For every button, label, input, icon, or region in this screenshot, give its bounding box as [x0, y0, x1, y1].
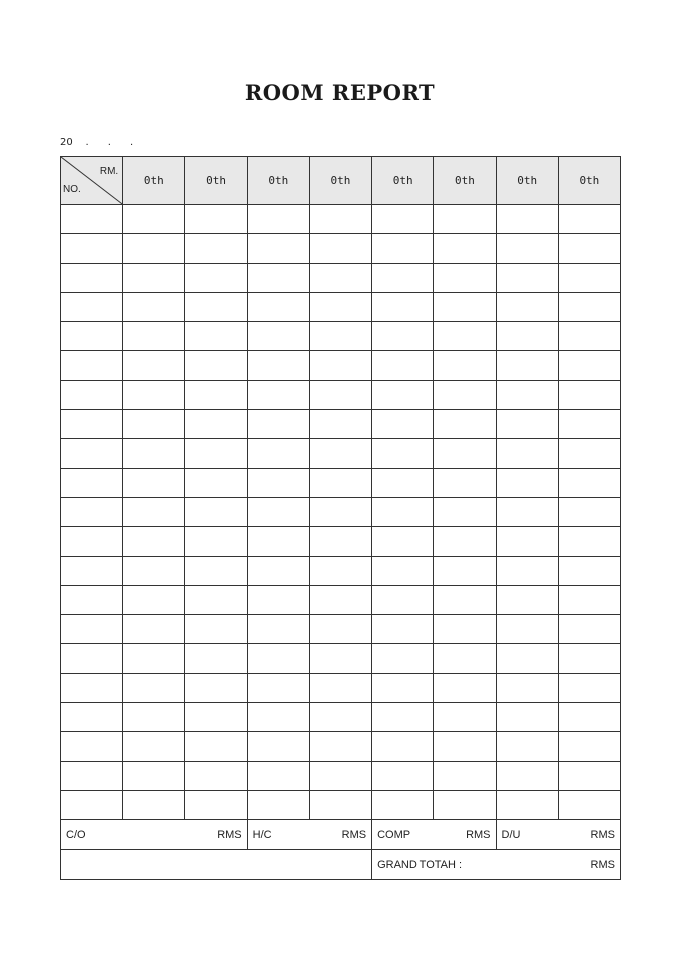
entry-cell[interactable]: [434, 351, 496, 380]
entry-cell[interactable]: [185, 292, 247, 321]
entry-cell[interactable]: [372, 556, 434, 585]
entry-cell[interactable]: [496, 380, 558, 409]
entry-cell[interactable]: [123, 380, 185, 409]
entry-cell[interactable]: [558, 380, 620, 409]
entry-cell[interactable]: [558, 292, 620, 321]
entry-cell[interactable]: [247, 322, 309, 351]
entry-cell[interactable]: [185, 263, 247, 292]
entry-cell[interactable]: [123, 556, 185, 585]
du-unit: RMS: [590, 828, 615, 841]
hc-summary-cell[interactable]: [247, 820, 371, 850]
entry-cell[interactable]: [309, 380, 371, 409]
room-number-cell[interactable]: [61, 263, 123, 292]
table-row: [61, 732, 621, 761]
entry-cell[interactable]: [372, 322, 434, 351]
entry-cell[interactable]: [434, 615, 496, 644]
grand-total-label: GRAND TOTAH :: [377, 858, 463, 871]
column-header: 0th: [185, 157, 247, 205]
entry-cell[interactable]: [309, 615, 371, 644]
entry-cell[interactable]: [434, 234, 496, 263]
entry-cell[interactable]: [309, 292, 371, 321]
entry-cell[interactable]: [372, 263, 434, 292]
entry-cell[interactable]: [309, 527, 371, 556]
column-header: 0th: [434, 157, 496, 205]
summary-row: [61, 820, 621, 850]
entry-cell[interactable]: [434, 497, 496, 526]
entry-cell[interactable]: [558, 439, 620, 468]
entry-cell[interactable]: [558, 615, 620, 644]
entry-cell[interactable]: [123, 292, 185, 321]
entry-cell[interactable]: [247, 292, 309, 321]
header-row: [61, 157, 621, 205]
entry-cell[interactable]: [496, 468, 558, 497]
entry-cell[interactable]: [434, 732, 496, 761]
entry-cell[interactable]: [434, 556, 496, 585]
entry-cell[interactable]: [558, 556, 620, 585]
entry-cell[interactable]: [309, 322, 371, 351]
entry-cell[interactable]: [434, 703, 496, 732]
entry-cell[interactable]: [123, 644, 185, 673]
entry-cell[interactable]: [123, 205, 185, 234]
entry-cell[interactable]: [247, 761, 309, 790]
entry-cell[interactable]: [558, 790, 620, 819]
entry-cell[interactable]: [434, 410, 496, 439]
entry-cell[interactable]: [247, 556, 309, 585]
entry-cell[interactable]: [372, 410, 434, 439]
entry-cell[interactable]: [558, 468, 620, 497]
table-row: [61, 556, 621, 585]
table-row: [61, 644, 621, 673]
entry-cell[interactable]: [309, 351, 371, 380]
entry-cell[interactable]: [123, 410, 185, 439]
entry-cell[interactable]: [309, 234, 371, 263]
entry-cell[interactable]: [185, 205, 247, 234]
column-header: 0th: [496, 157, 558, 205]
entry-cell[interactable]: [185, 468, 247, 497]
entry-cell[interactable]: [558, 703, 620, 732]
entry-cell[interactable]: [185, 351, 247, 380]
entry-cell[interactable]: [247, 644, 309, 673]
entry-cell[interactable]: [123, 703, 185, 732]
column-header: 0th: [123, 157, 185, 205]
entry-cell[interactable]: [309, 644, 371, 673]
entry-cell[interactable]: [247, 439, 309, 468]
entry-cell[interactable]: [496, 585, 558, 614]
entry-cell[interactable]: [247, 703, 309, 732]
entry-cell[interactable]: [496, 556, 558, 585]
entry-cell[interactable]: [185, 410, 247, 439]
entry-cell[interactable]: [185, 527, 247, 556]
entry-cell[interactable]: [309, 468, 371, 497]
entry-cell[interactable]: [185, 761, 247, 790]
entry-cell[interactable]: [372, 497, 434, 526]
date-line: 20 . . .: [60, 137, 134, 148]
entry-cell[interactable]: [434, 292, 496, 321]
entry-cell[interactable]: [123, 497, 185, 526]
comp-summary-cell[interactable]: [372, 820, 496, 850]
entry-cell[interactable]: [496, 790, 558, 819]
room-number-cell[interactable]: [61, 615, 123, 644]
co-label: C/O: [66, 828, 86, 841]
entry-cell[interactable]: [434, 380, 496, 409]
entry-cell[interactable]: [185, 644, 247, 673]
table-row: [61, 615, 621, 644]
room-number-cell[interactable]: [61, 527, 123, 556]
entry-cell[interactable]: [247, 732, 309, 761]
entry-cell[interactable]: [247, 410, 309, 439]
hc-label: H/C: [252, 828, 272, 841]
entry-cell[interactable]: [558, 322, 620, 351]
entry-cell[interactable]: [247, 673, 309, 702]
table-row: [61, 351, 621, 380]
room-number-cell[interactable]: [61, 556, 123, 585]
entry-cell[interactable]: [496, 292, 558, 321]
entry-cell[interactable]: [185, 322, 247, 351]
table-row: [61, 205, 621, 234]
entry-cell[interactable]: [496, 732, 558, 761]
entry-cell[interactable]: [123, 351, 185, 380]
entry-cell[interactable]: [185, 234, 247, 263]
entry-cell[interactable]: [247, 234, 309, 263]
entry-cell[interactable]: [309, 790, 371, 819]
room-number-cell[interactable]: [61, 732, 123, 761]
entry-cell[interactable]: [247, 585, 309, 614]
entry-cell[interactable]: [123, 790, 185, 819]
table-row: [61, 234, 621, 263]
table-row: [61, 410, 621, 439]
entry-cell[interactable]: [123, 263, 185, 292]
entry-cell[interactable]: [123, 761, 185, 790]
grand-total-blank-cell[interactable]: [61, 850, 372, 880]
entry-cell[interactable]: [372, 439, 434, 468]
entry-cell[interactable]: [496, 761, 558, 790]
entry-cell[interactable]: [496, 322, 558, 351]
room-number-cell[interactable]: [61, 673, 123, 702]
room-number-cell[interactable]: [61, 468, 123, 497]
room-number-cell[interactable]: [61, 790, 123, 819]
table-row: [61, 585, 621, 614]
entry-cell[interactable]: [372, 205, 434, 234]
table-row: [61, 380, 621, 409]
entry-cell[interactable]: [309, 703, 371, 732]
room-report-table: [60, 156, 621, 880]
room-number-cell[interactable]: [61, 380, 123, 409]
table-row: [61, 292, 621, 321]
entry-cell[interactable]: [123, 322, 185, 351]
corner-header-cell: [61, 157, 123, 205]
entry-cell[interactable]: [123, 732, 185, 761]
room-number-cell[interactable]: [61, 234, 123, 263]
entry-cell[interactable]: [434, 644, 496, 673]
du-label: D/U: [501, 828, 521, 841]
entry-cell[interactable]: [372, 234, 434, 263]
entry-cell[interactable]: [309, 497, 371, 526]
entry-cell[interactable]: [372, 761, 434, 790]
entry-cell[interactable]: [185, 585, 247, 614]
entry-cell[interactable]: [558, 205, 620, 234]
table-row: [61, 497, 621, 526]
table-row: [61, 761, 621, 790]
grand-total-unit: RMS: [590, 858, 615, 871]
entry-cell[interactable]: [496, 673, 558, 702]
entry-cell[interactable]: [372, 703, 434, 732]
entry-cell[interactable]: [434, 527, 496, 556]
entry-cell[interactable]: [247, 205, 309, 234]
entry-cell[interactable]: [247, 527, 309, 556]
room-number-cell[interactable]: [61, 410, 123, 439]
du-summary-cell[interactable]: [496, 820, 620, 850]
entry-cell[interactable]: [309, 732, 371, 761]
table-row: [61, 439, 621, 468]
entry-cell[interactable]: [558, 732, 620, 761]
entry-cell[interactable]: [123, 468, 185, 497]
entry-cell[interactable]: [496, 234, 558, 263]
table-row: [61, 790, 621, 819]
entry-cell[interactable]: [558, 410, 620, 439]
entry-cell[interactable]: [434, 761, 496, 790]
entry-cell[interactable]: [247, 351, 309, 380]
co-unit: RMS: [217, 828, 242, 841]
entry-cell[interactable]: [434, 585, 496, 614]
room-number-cell[interactable]: [61, 497, 123, 526]
entry-cell[interactable]: [247, 497, 309, 526]
entry-cell[interactable]: [123, 439, 185, 468]
entry-cell[interactable]: [247, 468, 309, 497]
entry-cell[interactable]: [185, 615, 247, 644]
entry-cell[interactable]: [372, 732, 434, 761]
room-number-cell[interactable]: [61, 351, 123, 380]
entry-cell[interactable]: [434, 439, 496, 468]
entry-cell[interactable]: [496, 439, 558, 468]
entry-cell[interactable]: [558, 585, 620, 614]
entry-cell[interactable]: [558, 497, 620, 526]
table-row: [61, 263, 621, 292]
room-number-cell[interactable]: [61, 585, 123, 614]
entry-cell[interactable]: [434, 468, 496, 497]
room-number-cell[interactable]: [61, 292, 123, 321]
corner-bottom-label: NO.: [63, 184, 81, 195]
entry-cell[interactable]: [309, 585, 371, 614]
column-header: 0th: [558, 157, 620, 205]
entry-cell[interactable]: [185, 790, 247, 819]
entry-cell[interactable]: [309, 410, 371, 439]
entry-cell[interactable]: [372, 292, 434, 321]
room-number-cell[interactable]: [61, 703, 123, 732]
entry-cell[interactable]: [496, 703, 558, 732]
column-header: 0th: [309, 157, 371, 205]
table-row: [61, 322, 621, 351]
comp-label: COMP: [377, 828, 411, 841]
corner-top-label: RM.: [99, 166, 119, 177]
room-number-cell[interactable]: [61, 322, 123, 351]
entry-cell[interactable]: [496, 410, 558, 439]
entry-cell[interactable]: [496, 644, 558, 673]
entry-cell[interactable]: [185, 556, 247, 585]
entry-cell[interactable]: [247, 380, 309, 409]
entry-cell[interactable]: [496, 615, 558, 644]
entry-cell[interactable]: [558, 761, 620, 790]
column-header: 0th: [372, 157, 434, 205]
entry-cell[interactable]: [123, 673, 185, 702]
column-header: 0th: [247, 157, 309, 205]
entry-cell[interactable]: [558, 644, 620, 673]
entry-cell[interactable]: [185, 497, 247, 526]
entry-cell[interactable]: [372, 790, 434, 819]
entry-cell[interactable]: [372, 615, 434, 644]
entry-cell[interactable]: [372, 468, 434, 497]
entry-cell[interactable]: [434, 263, 496, 292]
room-number-cell[interactable]: [61, 644, 123, 673]
entry-cell[interactable]: [309, 673, 371, 702]
entry-cell[interactable]: [247, 263, 309, 292]
entry-cell[interactable]: [434, 790, 496, 819]
entry-cell[interactable]: [185, 703, 247, 732]
table-row: [61, 527, 621, 556]
entry-cell[interactable]: [185, 673, 247, 702]
comp-unit: RMS: [466, 828, 491, 841]
entry-cell[interactable]: [372, 673, 434, 702]
co-summary-cell[interactable]: [61, 820, 248, 850]
diagonal-divider: [61, 157, 122, 204]
room-number-cell[interactable]: [61, 761, 123, 790]
grand-total-cell[interactable]: [372, 850, 621, 880]
hc-unit: RMS: [341, 828, 367, 841]
grand-total-row: [61, 850, 621, 880]
entry-cell[interactable]: [123, 527, 185, 556]
entry-cell[interactable]: [496, 527, 558, 556]
table-row: [61, 468, 621, 497]
entry-cell[interactable]: [558, 351, 620, 380]
entry-cell[interactable]: [372, 644, 434, 673]
entry-cell[interactable]: [123, 615, 185, 644]
entry-cell[interactable]: [247, 790, 309, 819]
entry-cell[interactable]: [372, 527, 434, 556]
entry-cell[interactable]: [247, 615, 309, 644]
entry-cell[interactable]: [558, 263, 620, 292]
entry-cell[interactable]: [496, 263, 558, 292]
page-title: ROOM REPORT: [244, 80, 436, 105]
entry-cell[interactable]: [434, 205, 496, 234]
room-number-cell[interactable]: [61, 205, 123, 234]
table-row: [61, 703, 621, 732]
entry-cell[interactable]: [434, 322, 496, 351]
entry-cell[interactable]: [309, 556, 371, 585]
entry-cell[interactable]: [496, 497, 558, 526]
entry-cell[interactable]: [558, 234, 620, 263]
entry-cell[interactable]: [309, 205, 371, 234]
entry-cell[interactable]: [123, 585, 185, 614]
entry-cell[interactable]: [496, 205, 558, 234]
room-number-cell[interactable]: [61, 439, 123, 468]
entry-cell[interactable]: [185, 439, 247, 468]
entry-cell[interactable]: [372, 351, 434, 380]
entry-cell[interactable]: [309, 439, 371, 468]
entry-cell[interactable]: [372, 380, 434, 409]
entry-cell[interactable]: [185, 380, 247, 409]
entry-cell[interactable]: [309, 263, 371, 292]
table-row: [61, 673, 621, 702]
entry-cell[interactable]: [558, 673, 620, 702]
entry-cell[interactable]: [434, 673, 496, 702]
entry-cell[interactable]: [496, 351, 558, 380]
entry-cell[interactable]: [123, 234, 185, 263]
entry-cell[interactable]: [309, 761, 371, 790]
entry-cell[interactable]: [185, 732, 247, 761]
entry-cell[interactable]: [558, 527, 620, 556]
entry-cell[interactable]: [372, 585, 434, 614]
